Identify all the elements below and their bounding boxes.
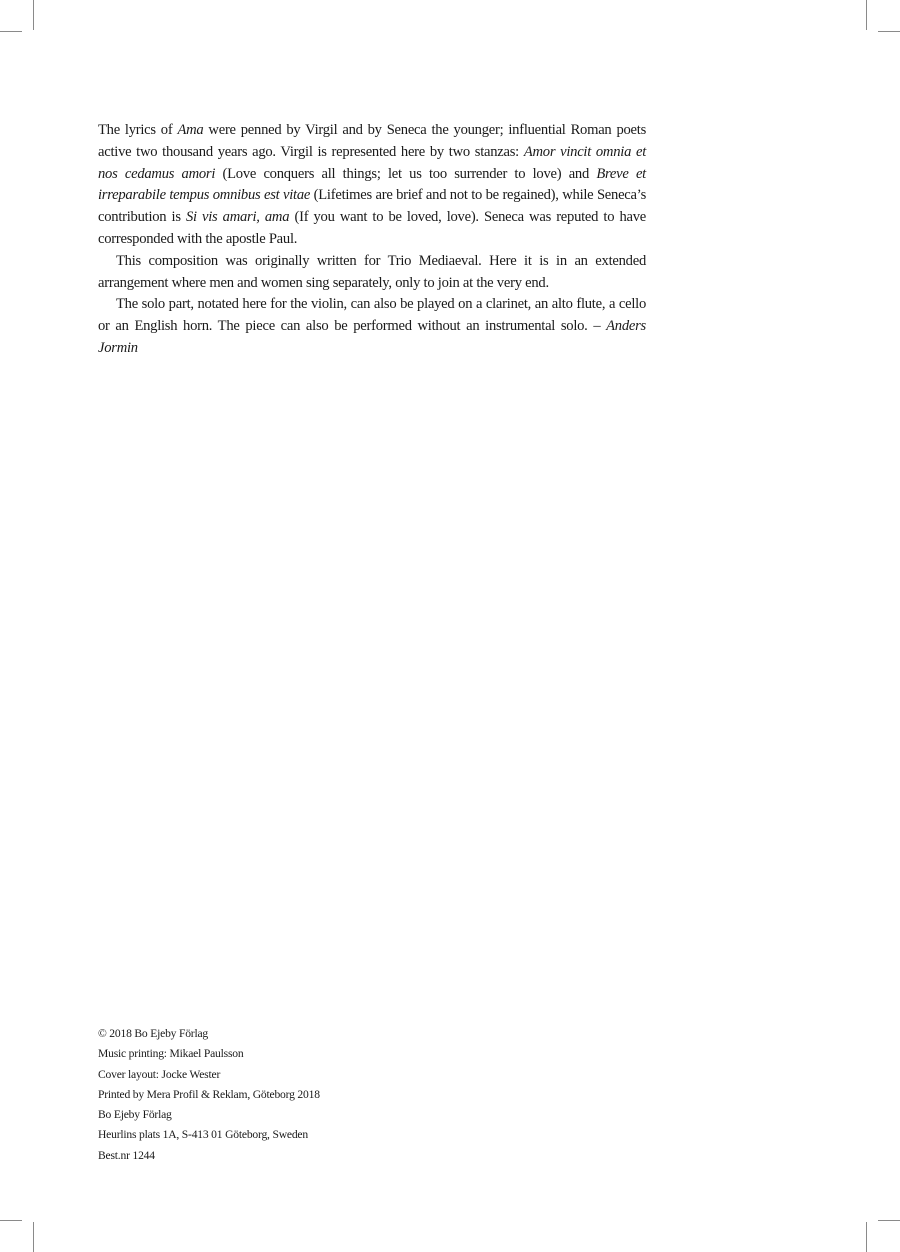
author-signature: Anders Jormin [98, 318, 646, 356]
crop-mark-bottom-left-vertical [33, 1222, 34, 1252]
crop-mark-top-right-horizontal [878, 31, 900, 32]
notes-text: (If you want to be loved, love). Seneca was reputed to have corresponded with the apostle Paul. [98, 209, 646, 247]
notes-text: were penned by Virgil and by Seneca the younger; influential Roman poets active two thousand years ago. Virgil is represented here by two stanzas: [98, 122, 646, 160]
crop-mark-bottom-right-horizontal [878, 1220, 900, 1221]
order-number: Best.nr 1244 [98, 1148, 155, 1162]
notes-paragraph-lyrics [98, 120, 646, 251]
latin-quote: Si vis amari, ama [185, 209, 290, 226]
notes-paragraph-composition: This composition was originally written for Trio Mediaeval. Here it is in an extended arrangement where men and women sing separately, only to join at the very end. [98, 252, 646, 291]
notes-text: (Lifetimes are brief and not to be regained), while Seneca’s contribution is [98, 187, 647, 226]
work-title: Ama [177, 122, 204, 138]
printer-credit: Printed by Mera Profil & Reklam, Göteborg 2018 [98, 1087, 320, 1101]
colophon [98, 1024, 320, 1166]
publisher-address: Heurlins plats 1A, S-413 01 Göteborg, Sweden [98, 1128, 308, 1142]
notes-text: (Love conquers all things; let us too surrender to love) and [215, 165, 597, 182]
copyright-line: © 2018 Bo Ejeby Förlag [98, 1027, 209, 1040]
notes-paragraph-solo [98, 294, 646, 359]
latin-quote: Amor vincit omnia et nos cedamus amori [98, 143, 646, 182]
music-printing-credit: Music printing: Mikael Paulsson [98, 1047, 244, 1061]
notes-text: The lyrics of [98, 122, 178, 138]
notes-text: The solo part, notated here for the violin, can also be played on a clarinet, an alto flute, a cello or an English horn. The piece can also be performed without an instrumental solo. – [98, 296, 646, 335]
crop-mark-top-left-vertical [33, 0, 34, 30]
crop-mark-bottom-left-horizontal [0, 1220, 22, 1221]
program-notes [98, 120, 646, 360]
crop-mark-bottom-right-vertical [866, 1222, 867, 1252]
cover-layout-credit: Cover layout: Jocke Wester [98, 1067, 221, 1081]
crop-mark-top-right-vertical [866, 0, 867, 30]
latin-quote: Breve et irreparabile tempus omnibus est vitae [98, 165, 646, 204]
crop-mark-top-left-horizontal [0, 31, 22, 32]
publisher-name: Bo Ejeby Förlag [98, 1108, 172, 1122]
